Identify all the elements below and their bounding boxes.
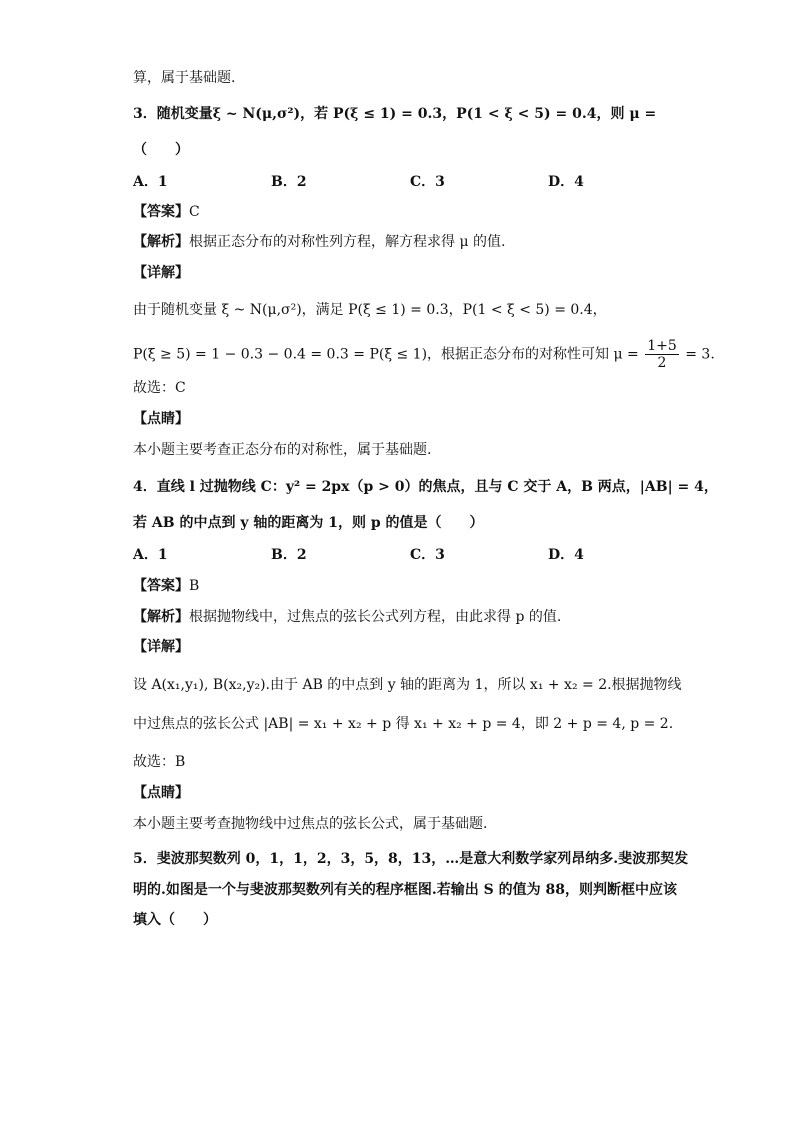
q3-answer xyxy=(133,202,200,222)
fraction-denominator: 2 xyxy=(657,355,667,371)
question-4-stem: 4．直线 l 过抛物线 C：y² = 2px（p > 0）的焦点，且与 C 交于 A，B 两点，|AB| = 4， xyxy=(133,479,718,495)
q4-option-a: A．1 xyxy=(133,547,168,563)
answer-value: C xyxy=(189,204,200,220)
q3-detail-2a: P(ξ ≥ 5) = 1 − 0.3 − 0.4 = 0.3 = P(ξ ≤ 1)，根据正态分布的对称性可知 μ = xyxy=(133,346,639,363)
q3-detail-2b: = 3. xyxy=(685,346,715,363)
question-5-stem-2: 明的.如图是一个与斐波那契数列有关的程序框图.若输出 S 的值为 88，则判断框中应该 xyxy=(133,882,677,898)
q3-detail-line-1: 由于随机变量 ξ ~ N(μ,σ²)，满足 P(ξ ≤ 1) = 0.3，P(1 < ξ < 5) = 0.4， xyxy=(133,302,607,318)
q3-option-a: A．1 xyxy=(133,174,168,190)
question-3-paren: （ ） xyxy=(133,142,189,158)
q3-detail-tag: 【详解】 xyxy=(133,265,189,281)
q3-comment-tag: 【点睛】 xyxy=(133,411,189,427)
analysis-text: 根据抛物线中，过焦点的弦长公式列方程，由此求得 p 的值. xyxy=(189,609,562,625)
q4-detail-line-2: 中过焦点的弦长公式 |AB| = x₁ + x₂ + p 得 x₁ + x₂ + p = 4，即 2 + p = 4, p = 2. xyxy=(133,716,674,732)
fraction xyxy=(645,338,679,371)
text-line: 算，属于基础题. xyxy=(133,70,236,86)
q3-detail-line-2 xyxy=(133,338,715,371)
q4-option-c: C．3 xyxy=(410,547,445,563)
q4-comment-tag: 【点睛】 xyxy=(133,785,189,801)
q4-option-d: D．4 xyxy=(548,547,584,563)
analysis-text: 根据正态分布的对称性列方程，解方程求得 μ 的值. xyxy=(189,234,506,250)
q3-option-c: C．3 xyxy=(410,174,445,190)
analysis-tag: 【解析】 xyxy=(133,234,189,250)
q4-analysis xyxy=(133,607,561,627)
q3-analysis xyxy=(133,232,505,252)
q4-option-b: B．2 xyxy=(271,547,307,563)
q3-comment-text: 本小题主要考查正态分布的对称性，属于基础题. xyxy=(133,442,432,458)
answer-tag: 【答案】 xyxy=(133,578,189,594)
q4-detail-line-1: 设 A(x₁,y₁), B(x₂,y₂).由于 AB 的中点到 y 轴的距离为 1，所以 x₁ + x₂ = 2.根据抛物线 xyxy=(133,677,682,693)
question-5-stem-3: 填入（ ） xyxy=(133,912,217,928)
fraction-numerator: 1+5 xyxy=(647,338,677,354)
question-5-stem-1: 5．斐波那契数列 0，1，1，2，3，5，8，13，…是意大利数学家列昂纳多.斐波那契发 xyxy=(133,851,689,867)
q3-option-d: D．4 xyxy=(548,174,584,190)
q4-answer xyxy=(133,576,199,596)
answer-tag: 【答案】 xyxy=(133,204,189,220)
question-4-stem-2: 若 AB 的中点到 y 轴的距离为 1，则 p 的值是（ ） xyxy=(133,515,484,531)
q4-choose: 故选：B xyxy=(133,754,186,770)
answer-value: B xyxy=(189,578,200,594)
q3-option-b: B．2 xyxy=(271,174,307,190)
q4-detail-tag: 【详解】 xyxy=(133,639,189,655)
question-3-stem: 3．随机变量ξ ~ N(μ,σ²)，若 P(ξ ≤ 1) = 0.3，P(1 < ξ < 5) = 0.4，则 μ = xyxy=(133,106,657,122)
q4-comment-text: 本小题主要考查抛物线中过焦点的弦长公式，属于基础题. xyxy=(133,816,488,832)
q3-choose: 故选：C xyxy=(133,380,186,396)
analysis-tag: 【解析】 xyxy=(133,609,189,625)
